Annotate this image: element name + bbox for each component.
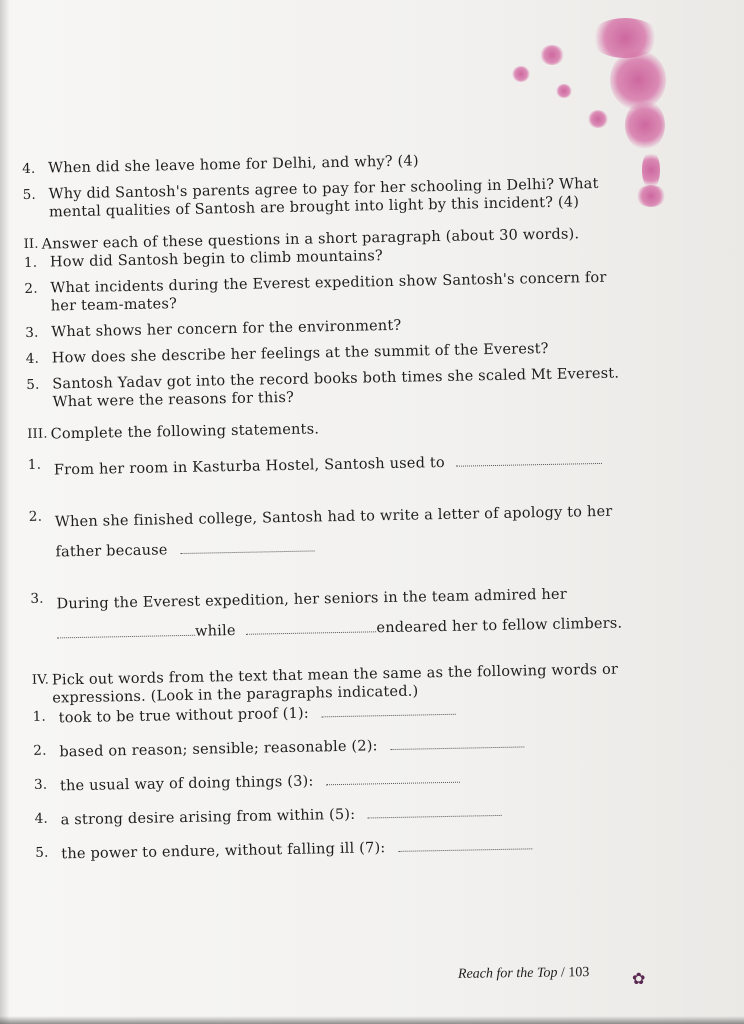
page-number: 103 [568,965,590,981]
list-item [25,312,625,342]
page-bottom-shadow [0,1016,744,1024]
question-text: Why did Santosh's parents agree to pay for her schooling in Delhi? What mental qualities of Santosh are brought into light by this incident? (4) [48,175,599,221]
section-2 [23,224,626,411]
question-number: 2. [24,280,38,297]
list-item [30,578,631,650]
item-text: took to be true without proof (1): [58,705,310,727]
answer-blank[interactable] [456,453,602,467]
exercise-content [22,148,636,877]
list-item [22,174,623,222]
question-number: 5. [22,186,37,203]
question-text: How did Santosh begin to climb mountains? [49,248,384,271]
list-item [22,148,622,178]
flower-ornament-icon: ✿ [632,969,646,988]
statement-text: When she finished college, Santosh had to write a letter of apology to her father because [54,503,613,561]
section-3-statements [28,444,632,649]
statement-connector: while [194,622,236,640]
section-4-word-items [33,696,636,865]
question-number: 3. [33,776,48,793]
list-item [28,444,628,486]
item-text: the power to endure, without falling ill (7): [61,840,386,863]
answer-blank[interactable] [246,621,376,634]
section-numeral: II. [23,236,39,252]
section-heading [27,414,627,444]
question-number: 4. [25,350,40,367]
list-item [24,268,625,316]
section-numeral: III. [27,426,48,442]
answer-blank[interactable] [368,805,502,819]
answer-blank[interactable] [57,625,195,639]
item-text: based on reason; sensible; reasonable (2): [59,738,378,761]
statement-ending: endeared her to fellow climbers. [376,615,623,637]
section-numeral: IV. [31,672,50,688]
question-text: When did she leave home for Delhi, and why? (4) [48,153,419,177]
answer-blank[interactable] [322,704,456,718]
question-number: 2. [28,508,43,525]
question-text: What shows her concern for the environment? [51,317,402,341]
list-item [34,764,634,798]
question-number: 1. [27,456,42,473]
question-number: 5. [35,844,49,861]
section-heading-text: Answer each of these questions in a short paragraph (about 30 words). [41,226,580,253]
section-1-tail-questions [22,148,623,222]
question-number: 2. [33,742,47,759]
question-text: How does she describe her feelings at the summit of the Everest? [51,340,549,367]
statement-text: During the Everest expedition, her seniors in the team admired her [56,586,568,613]
question-number: 3. [30,590,44,607]
section-heading-text: Complete the following statements. [50,421,320,443]
question-number: 1. [23,254,38,271]
question-number: 4. [34,810,49,827]
item-text: a strong desire arising from within (5): [60,806,356,829]
question-number: 4. [22,160,36,177]
answer-blank[interactable] [326,772,460,786]
question-number: 3. [25,324,39,341]
section-2-questions [24,242,627,411]
question-text: What incidents during the Everest expedition show Santosh's concern for her team-mates? [50,269,607,315]
question-number: 5. [26,376,40,393]
section-4 [32,660,636,865]
list-item [34,798,634,832]
section-heading-text: Pick out words from the text that mean the same as the following words or expressions. (Look in the paragraphs indicated.) [51,661,619,707]
section-3 [27,414,631,649]
list-item [35,832,635,866]
footer-separator: / [557,965,569,981]
question-text: Santosh Yadav got into the record books both times she scaled Mt Everest. What were the reasons for this? [52,365,620,411]
footer-chapter-title: Reach for the Top [457,965,558,982]
question-number: 1. [32,708,47,725]
answer-blank[interactable] [180,540,314,554]
answer-blank[interactable] [390,736,524,750]
statement-text: From her room in Kasturba Hostel, Santosh used to [53,454,446,479]
page-footer [458,965,590,983]
list-item [33,730,633,764]
list-item [26,338,626,368]
item-text: the usual way of doing things (3): [59,773,314,795]
list-item [26,364,627,412]
list-item [29,496,630,568]
answer-blank[interactable] [398,838,532,852]
page-binding-shadow [0,0,10,1024]
